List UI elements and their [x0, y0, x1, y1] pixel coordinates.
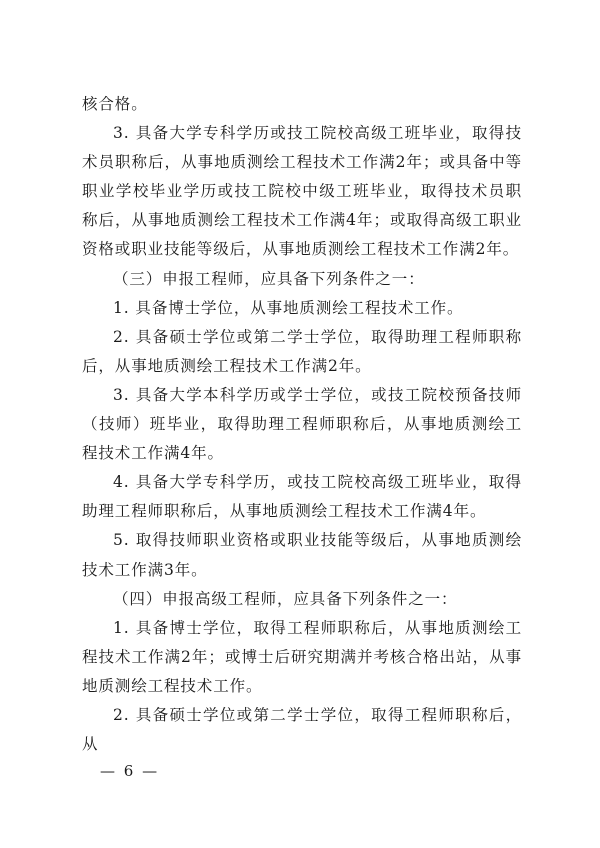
- paragraph-continuation: 核合格。: [82, 95, 148, 113]
- page-number: — 6 —: [100, 762, 160, 780]
- paragraph-engineer-item-5: 5. 取得技师职业资格或职业技能等级后，从事地质测绘技术工作满3年。: [82, 531, 522, 579]
- paragraph-senior-item-2: 2. 具备硕士学位或第二学士学位，取得工程师职称后，从: [82, 705, 522, 754]
- paragraph-engineer-item-1: 1. 具备博士学位，从事地质测绘工程技术工作。: [113, 298, 464, 317]
- paragraph-engineer-item-2: 2. 具备硕士学位或第二学士学位，取得助理工程师职称后，从事地质测绘工程技术工作满2年。: [82, 327, 522, 375]
- paragraph-engineer-item-4: 4. 具备大学专科学历，或技工院校高级工班毕业，取得助理工程师职称后，从事地质测绘工程技术工作满4年。: [82, 473, 522, 521]
- paragraph-senior-item-1: 1. 具备博士学位，取得工程师职称后，从事地质测绘工程技术工作满2年；或博士后研究期满并考核合格出站，从事地质测绘工程技术工作。: [82, 618, 522, 695]
- document-body: [82, 90, 522, 759]
- section-heading-senior-engineer: （四）申报高级工程师，应具备下列条件之一：: [113, 589, 458, 608]
- paragraph-engineer-item-3: 3. 具备大学本科学历或学士学位，或技工院校预备技师（技师）班毕业，取得助理工程师职称后，从事地质测绘工程技术工作满4年。: [82, 385, 522, 463]
- paragraph-item-3-assistant: 3. 具备大学专科学历或技工院校高级工班毕业，取得技术员职称后，从事地质测绘工程技术工作满2年；或具备中等职业学校毕业学历或技工院校中级工班毕业，取得技术员职称后，从事地质测绘工程技术工作满4年；或取得高级工职业资格或职业技能等级后，从事地质测绘工程技术工作满2年。: [82, 124, 522, 259]
- section-heading-engineer: （三）申报工程师，应具备下列条件之一：: [113, 269, 425, 288]
